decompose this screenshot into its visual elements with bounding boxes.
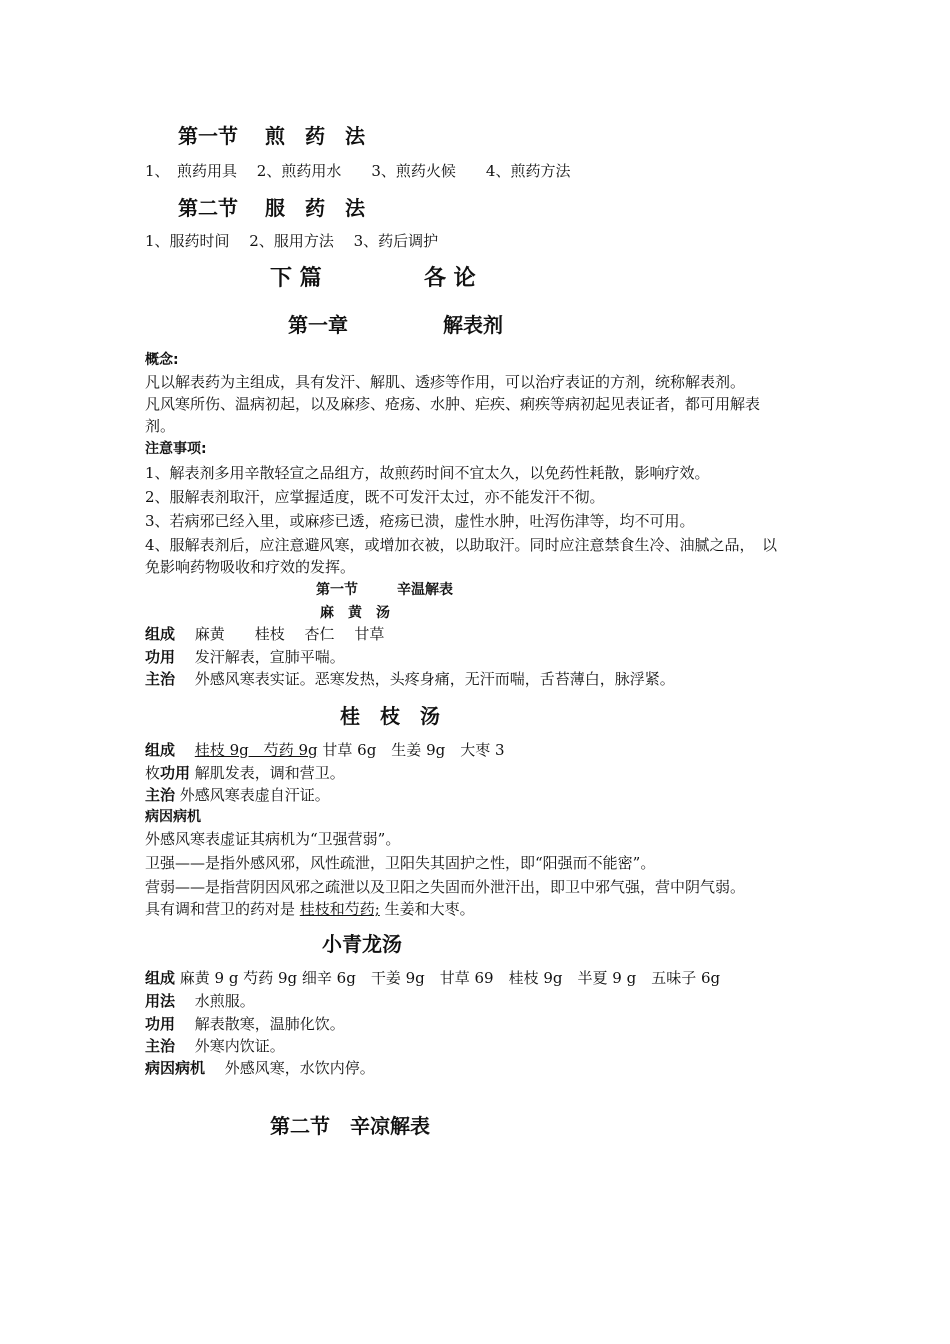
section-title-fuyao: 第二节 服 药 法 bbox=[178, 196, 365, 220]
bingyin-label: 病因病机 bbox=[145, 1059, 206, 1077]
bingyin-text: 外感风寒，水饮内停。 bbox=[205, 1059, 375, 1077]
guizhi-line: 卫强——是指外感风邪，风性疏泄，卫阳失其固护之性，即“阳强而不能密”。 bbox=[145, 854, 656, 872]
zucheng-text: 麻黄 9 g 芍药 9g 细辛 6g 干姜 9g 甘草 69 桂枝 9g 半夏 9 g 五味子 6g bbox=[175, 969, 721, 987]
guizhi-tiaohe-row bbox=[145, 902, 475, 917]
yongfa-text: 水煎服。 bbox=[175, 992, 255, 1010]
guizhi-gongyong-row bbox=[145, 766, 345, 781]
section-xinliang-title: 第二节 辛凉解表 bbox=[270, 1114, 430, 1138]
notes-line: 3、若病邪已经入里，或麻疹已透，疮疡已溃，虚性水肿，吐泻伤津等，均不可用。 bbox=[145, 512, 695, 530]
guizhi-line: 外感风寒表虚证其病机为“卫强营弱”。 bbox=[145, 830, 401, 848]
chapter-title: 解表剂 bbox=[443, 313, 503, 337]
notes-line: 2、服解表剂取汗，应掌握适度，既不可发汗太过，亦不能发汗不彻。 bbox=[145, 488, 605, 506]
yongfa-label: 用法 bbox=[145, 992, 176, 1010]
zucheng-label: 组成 bbox=[145, 969, 176, 987]
section-xinwen-title: 辛温解表 bbox=[397, 582, 453, 598]
concept-line: 剂。 bbox=[145, 417, 176, 435]
part-subtitle: 各 论 bbox=[424, 266, 476, 291]
tiaohe-underlined: 桂枝和芍药; bbox=[299, 900, 380, 918]
notes-line: 1、解表剂多用辛散轻宣之品组方，故煎药时间不宜太久，以免药性耗散，影响疗效。 bbox=[145, 464, 710, 482]
formula-title-mahuang: 麻 黄 汤 bbox=[320, 605, 390, 621]
gongyong-label: 功用 bbox=[145, 648, 176, 666]
chapter-number: 第一章 bbox=[288, 313, 348, 337]
bingyin-label: 病因病机 bbox=[145, 809, 201, 825]
gongyong-label: 功用 bbox=[160, 764, 191, 782]
gongyong-prefix: 枚 bbox=[145, 764, 161, 782]
zhuzhi-label: 主治 bbox=[145, 1037, 176, 1055]
tiaohe-suffix: 生姜和大枣。 bbox=[379, 900, 475, 918]
section-items-fuyao: 1、服药时间 2、服用方法 3、药后调护 bbox=[145, 232, 439, 250]
gongyong-label: 功用 bbox=[145, 1015, 176, 1033]
zhuzhi-label: 主治 bbox=[145, 670, 176, 688]
xql-zucheng-row bbox=[145, 971, 720, 986]
xql-gongyong-row bbox=[145, 1017, 345, 1032]
gongyong-text: 发汗解表，宣肺平喘。 bbox=[175, 648, 345, 666]
zucheng-label: 组成 bbox=[145, 625, 176, 643]
mahuang-gongyong-row bbox=[145, 650, 345, 665]
section-title-jianyao: 第一节 煎 药 法 bbox=[178, 124, 365, 148]
zucheng-label: 组成 bbox=[145, 741, 176, 759]
notes-line: 免影响药物吸收和疗效的发挥。 bbox=[145, 558, 356, 576]
formula-title-guizhi: 桂 枝 汤 bbox=[340, 704, 440, 728]
xql-bingyin-row bbox=[145, 1061, 375, 1076]
part-title: 下 篇 bbox=[270, 266, 322, 291]
formula-title-xiaoqinglong: 小青龙汤 bbox=[322, 932, 402, 956]
zhuzhi-text: 外感风寒表虚自汗证。 bbox=[175, 786, 330, 804]
zhuzhi-label: 主治 bbox=[145, 786, 176, 804]
zhuzhi-text: 外寒内饮证。 bbox=[175, 1037, 285, 1055]
concept-line: 凡以解表药为主组成，具有发汗、解肌、透疹等作用，可以治疗表证的方剂，统称解表剂。 bbox=[145, 373, 746, 391]
section-xinwen-number: 第一节 bbox=[316, 582, 358, 598]
zucheng-text: 甘草 6g 生姜 9g 大枣 3 bbox=[317, 741, 505, 759]
concept-line: 凡风寒所伤、温病初起，以及麻疹、疮疡、水肿、疟疾、痢疾等病初起见表证者，都可用解表 bbox=[145, 395, 761, 413]
mahuang-zhuzhi-row bbox=[145, 672, 675, 687]
xql-zhuzhi-row bbox=[145, 1039, 285, 1054]
gongyong-text: 解表散寒，温肺化饮。 bbox=[175, 1015, 345, 1033]
gongyong-text: 解肌发表，调和营卫。 bbox=[190, 764, 345, 782]
notes-label: 注意事项: bbox=[145, 441, 207, 457]
tiaohe-prefix: 具有调和营卫的药对是 bbox=[145, 900, 300, 918]
guizhi-zucheng-row bbox=[145, 743, 505, 758]
zhuzhi-text: 外感风寒表实证。恶寒发热，头疼身痛，无汗而喘，舌苔薄白，脉浮紧。 bbox=[175, 670, 675, 688]
mahuang-zucheng-row bbox=[145, 627, 384, 642]
section-items-jianyao: 1、 煎药用具 2、煎药用水 3、煎药火候 4、煎药方法 bbox=[145, 162, 571, 180]
xql-yongfa-row bbox=[145, 994, 255, 1009]
notes-line: 4、服解表剂后，应注意避风寒，或增加衣被，以助取汗。同时应注意禁食生冷、油腻之品， 以 bbox=[145, 536, 778, 554]
zucheng-text: 麻黄 桂枝 杏仁 甘草 bbox=[175, 625, 385, 643]
zucheng-underlined: 桂枝 9g 芍药 9g bbox=[194, 741, 318, 759]
guizhi-line: 营弱——是指营阴因风邪之疏泄以及卫阳之失固而外泄汗出，即卫中邪气强，营中阴气弱。 bbox=[145, 878, 746, 896]
concept-label: 概念: bbox=[145, 352, 179, 368]
guizhi-zhuzhi-row bbox=[145, 788, 330, 803]
